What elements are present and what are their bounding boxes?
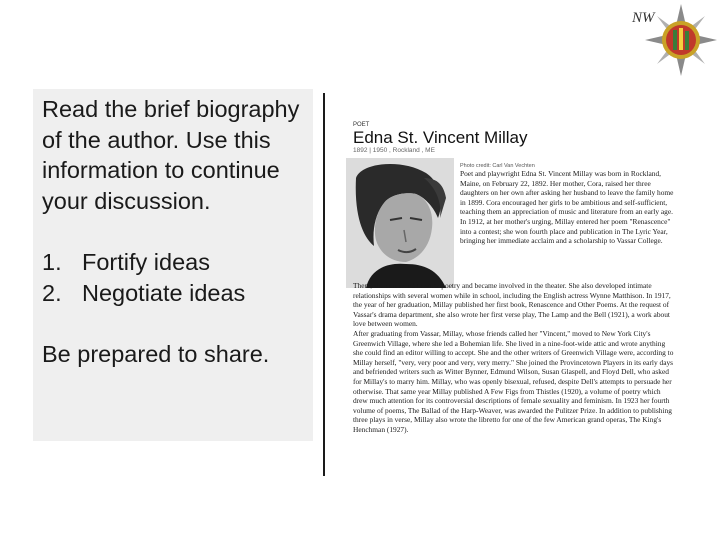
step-item [42, 278, 308, 309]
logo-letters: NW [632, 10, 655, 26]
author-name: Edna St. Vincent Millay [353, 128, 528, 147]
bio-paragraph: Poet and playwright Edna St. Vincent Millay was born in Rockland, Maine, on February 22, 1892. Her mother, Cora, raised her three daughters on her own after asking her husband to leave the family home in 1899. Cora encouraged her girls to be ambitious and self-sufficient, teaching them an appreciation of music and literature from an early age. In 1912, at her mother's urging, Millay entered her poem "Renascence" into a contest; she won fourth place and publication in The Lyric Year, bringing her immediate acclaim and a scholarship to Vassar College. [460, 169, 674, 246]
step-number: 1. [42, 249, 62, 275]
instruction-panel [33, 89, 313, 441]
instruction-closing: Be prepared to share. [42, 341, 270, 367]
step-text: Negotiate ideas [82, 279, 246, 306]
step-text: Fortify ideas [82, 249, 210, 275]
compass-rose-logo [629, 0, 720, 88]
instruction-intro: Read the brief biography of the author. Use this information to continue your discussion. [42, 96, 300, 214]
author-photo [346, 158, 454, 288]
step-item [42, 247, 308, 278]
bio-paragraph: There, she continued to write poetry and became involved in the theater. She also developed intimate relationships with several women while in school, including the English actress Wynne Matthison. In 1917, the year of her graduation, Millay published her first book, Renascence and Other Poems. At the request of Vassar's drama department, she also wrote her first verse play, The Lamp and the Bell (1921), a work about love between women. [353, 281, 671, 329]
bio-paragraph: After graduating from Vassar, Millay, whose friends called her "Vincent," moved to New York City's Greenwich Village, where she led a Bohemian life. She lived in a nine-foot-wide attic and wrote anything she could find an editor willing to accept. She and the other writers of Greenwich Village were, according to Millay herself, "very, very poor and very, very merry." She joined the Provincetown Players in its early days and befriended writers such as Witter Bynner, Edmund Wilson, Susan Glaspell, and Floyd Dell, who asked for Millay's to marry him. Millay, who was openly bisexual, refused, despite Dell's attempts to persuade her otherwise. That same year Millay published A Few Figs from Thistles (1920), a volume of poetry which drew much attention for its controversial descriptions of female sexuality and feminism. In 1923 her fourth volume of poems, The Ballad of the Harp-Weaver, was awarded the Pulitzer Prize. In addition to publishing three plays in verse, Millay also wrote the libretto for one of the few American grand operas, The King's Henchman (1927). [353, 328, 674, 434]
divider-line [323, 93, 325, 476]
step-number: 2. [42, 279, 62, 306]
author-meta: 1892 | 1950 , Rockland , ME [353, 147, 435, 154]
instruction-steps [42, 247, 308, 308]
biography-page [346, 108, 686, 480]
photo-credit: Photo credit: Carl Van Vechten [460, 163, 535, 169]
breadcrumb: POET [353, 122, 370, 128]
